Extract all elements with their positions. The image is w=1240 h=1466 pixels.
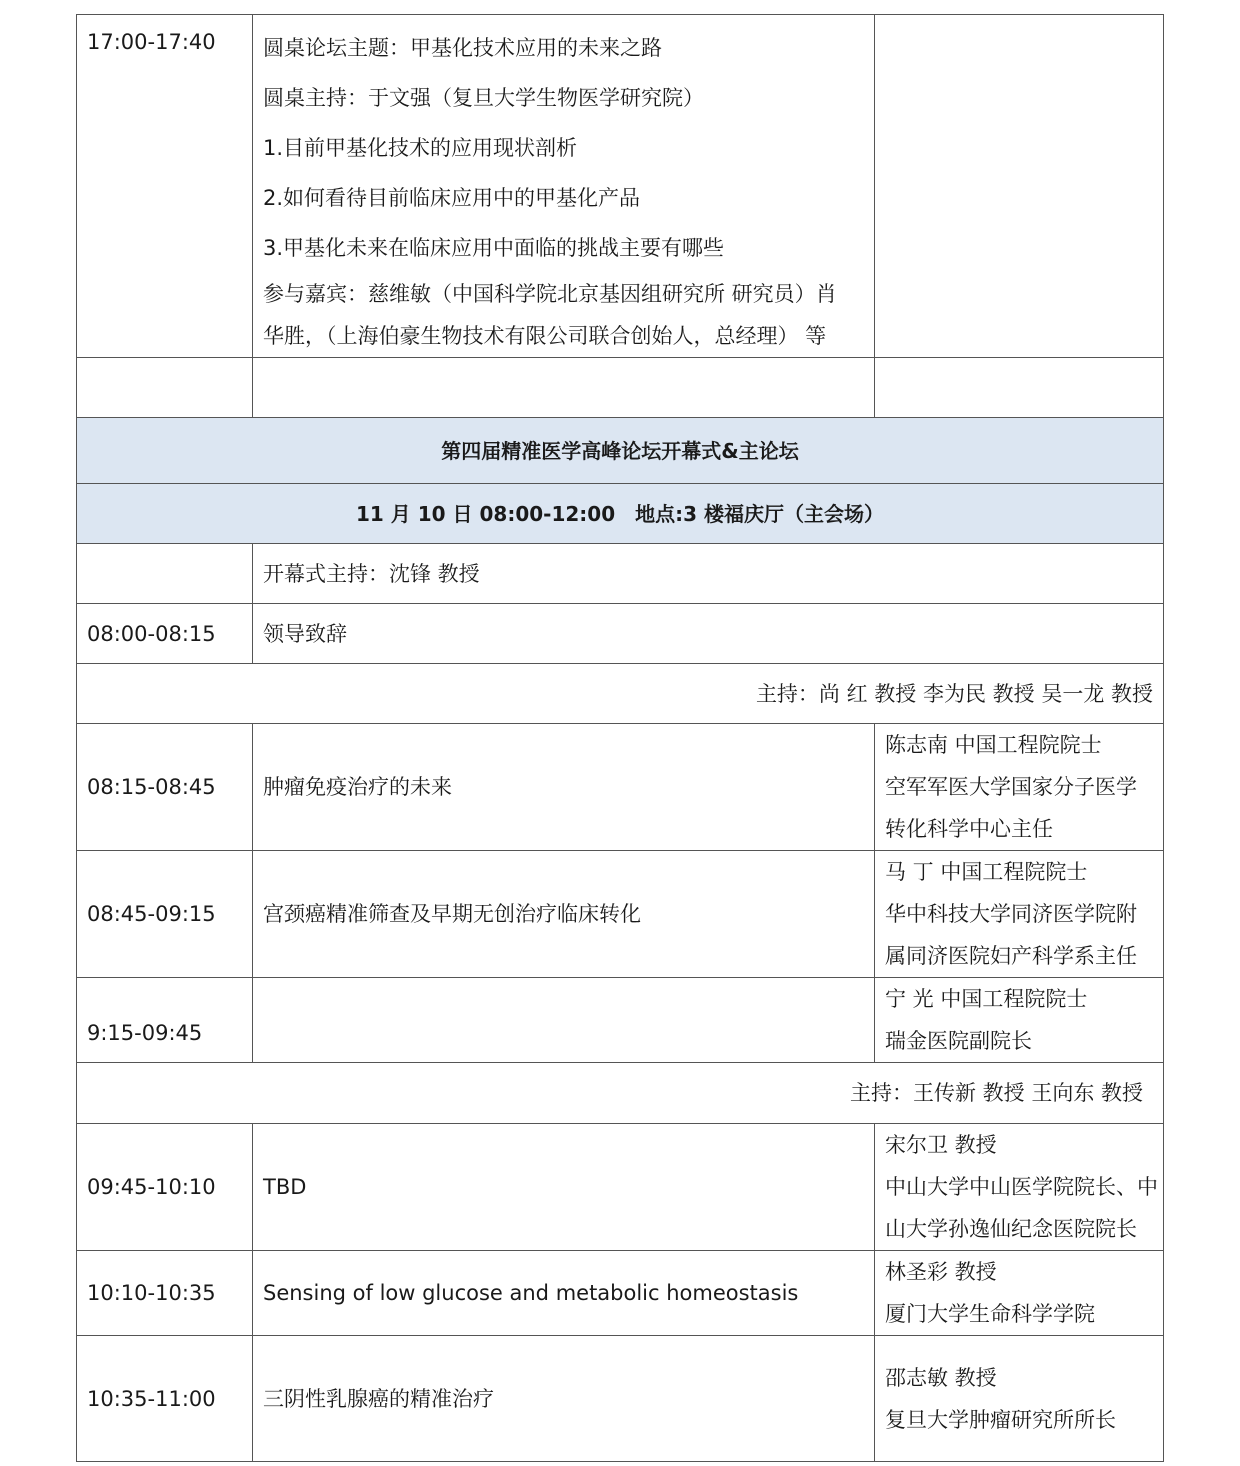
speaker-line: 林圣彩 教授 xyxy=(885,1260,997,1284)
roundtable-content-cell xyxy=(253,15,875,358)
host-text: 主持：王传新 教授 王向东 教授 xyxy=(77,1063,1164,1124)
speaker-line: 山大学孙逸仙纪念医院院长 xyxy=(885,1217,1137,1241)
roundtable-row xyxy=(77,15,1164,358)
talk-title xyxy=(253,978,875,1063)
time-cell: 08:00-08:15 xyxy=(77,604,253,664)
section-subtitle: 11 月 10 日 08:00-12:00 地点:3 楼福庆厅（主会场） xyxy=(77,484,1164,544)
talk-row xyxy=(77,1336,1164,1462)
talk-row xyxy=(77,1124,1164,1251)
roundtable-line: 圆桌主持：于文强（复旦大学生物医学研究院） xyxy=(263,86,704,110)
time-cell: 10:35-11:00 xyxy=(77,1336,253,1462)
time-cell: 08:15-08:45 xyxy=(77,724,253,851)
speaker-line: 复旦大学肿瘤研究所所长 xyxy=(885,1407,1116,1432)
host-text: 主持：尚 红 教授 李为民 教授 吴一龙 教授 xyxy=(77,664,1164,724)
speaker-line: 陈志南 中国工程院院士 xyxy=(885,733,1102,757)
host-row xyxy=(77,1063,1164,1124)
empty-cell xyxy=(253,358,875,418)
roundtable-guests-line: 参与嘉宾：慈维敏（中国科学院北京基因组研究所 研究员）肖 xyxy=(263,282,837,306)
talk-title: 领导致辞 xyxy=(253,604,1164,664)
speaker-line: 华中科技大学同济医学院附 xyxy=(885,902,1137,926)
roundtable-line: 3.甲基化未来在临床应用中面临的挑战主要有哪些 xyxy=(263,236,725,260)
speaker-line: 中山大学中山医学院院长、中 xyxy=(885,1175,1158,1199)
roundtable-line: 1.目前甲基化技术的应用现状剖析 xyxy=(263,136,578,160)
empty-cell xyxy=(77,544,253,604)
talk-row xyxy=(77,978,1164,1063)
opening-host-row xyxy=(77,544,1164,604)
speaker-line: 宁 光 中国工程院院士 xyxy=(885,987,1088,1011)
speaker-line: 属同济医院妇产科学系主任 xyxy=(885,944,1137,968)
empty-cell xyxy=(875,358,1164,418)
roundtable-time-cell xyxy=(77,15,253,358)
speaker-line: 厦门大学生命科学学院 xyxy=(885,1302,1095,1326)
host-row xyxy=(77,664,1164,724)
section-title: 第四届精准医学高峰论坛开幕式&主论坛 xyxy=(77,418,1164,484)
time-text: 17:00-17:40 xyxy=(87,30,216,54)
roundtable-guests-line: 华胜，（上海伯豪生物技术有限公司联合创始人，总经理） 等 xyxy=(263,324,827,348)
roundtable-line: 圆桌论坛主题：甲基化技术应用的未来之路 xyxy=(263,36,662,60)
speaker-cell xyxy=(875,1336,1164,1462)
speaker-line: 转化科学中心主任 xyxy=(885,817,1053,841)
talk-title: 宫颈癌精准筛查及早期无创治疗临床转化 xyxy=(253,851,875,978)
time-cell: 9:15-09:45 xyxy=(77,978,253,1063)
speaker-line: 空军军医大学国家分子医学 xyxy=(885,775,1137,799)
speaker-line: 瑞金医院副院长 xyxy=(885,1029,1032,1053)
talk-title: Sensing of low glucose and metabolic homeostasis xyxy=(253,1251,875,1336)
speaker-line: 邵志敏 教授 xyxy=(885,1365,997,1390)
empty-cell xyxy=(875,15,1164,358)
time-cell: 08:45-09:15 xyxy=(77,851,253,978)
talk-row xyxy=(77,1251,1164,1336)
time-cell: 09:45-10:10 xyxy=(77,1124,253,1251)
speaker-cell xyxy=(875,978,1164,1063)
speaker-line: 马 丁 中国工程院院士 xyxy=(885,860,1088,884)
section-subtitle-row xyxy=(77,484,1164,544)
speaker-cell xyxy=(875,851,1164,978)
agenda-table xyxy=(76,14,1164,1462)
time-cell: 10:10-10:35 xyxy=(77,1251,253,1336)
speaker-line: 宋尔卫 教授 xyxy=(885,1133,997,1157)
speaker-cell xyxy=(875,1251,1164,1336)
talk-title: 肿瘤免疫治疗的未来 xyxy=(253,724,875,851)
opening-host: 开幕式主持：沈锋 教授 xyxy=(253,544,1164,604)
talk-row xyxy=(77,851,1164,978)
talk-row xyxy=(77,724,1164,851)
empty-cell xyxy=(77,358,253,418)
roundtable-line: 2.如何看待目前临床应用中的甲基化产品 xyxy=(263,186,641,210)
empty-row xyxy=(77,358,1164,418)
speaker-cell xyxy=(875,724,1164,851)
speaker-cell xyxy=(875,1124,1164,1251)
talk-title: TBD xyxy=(253,1124,875,1251)
welcome-row xyxy=(77,604,1164,664)
section-title-row xyxy=(77,418,1164,484)
talk-title: 三阴性乳腺癌的精准治疗 xyxy=(253,1336,875,1462)
